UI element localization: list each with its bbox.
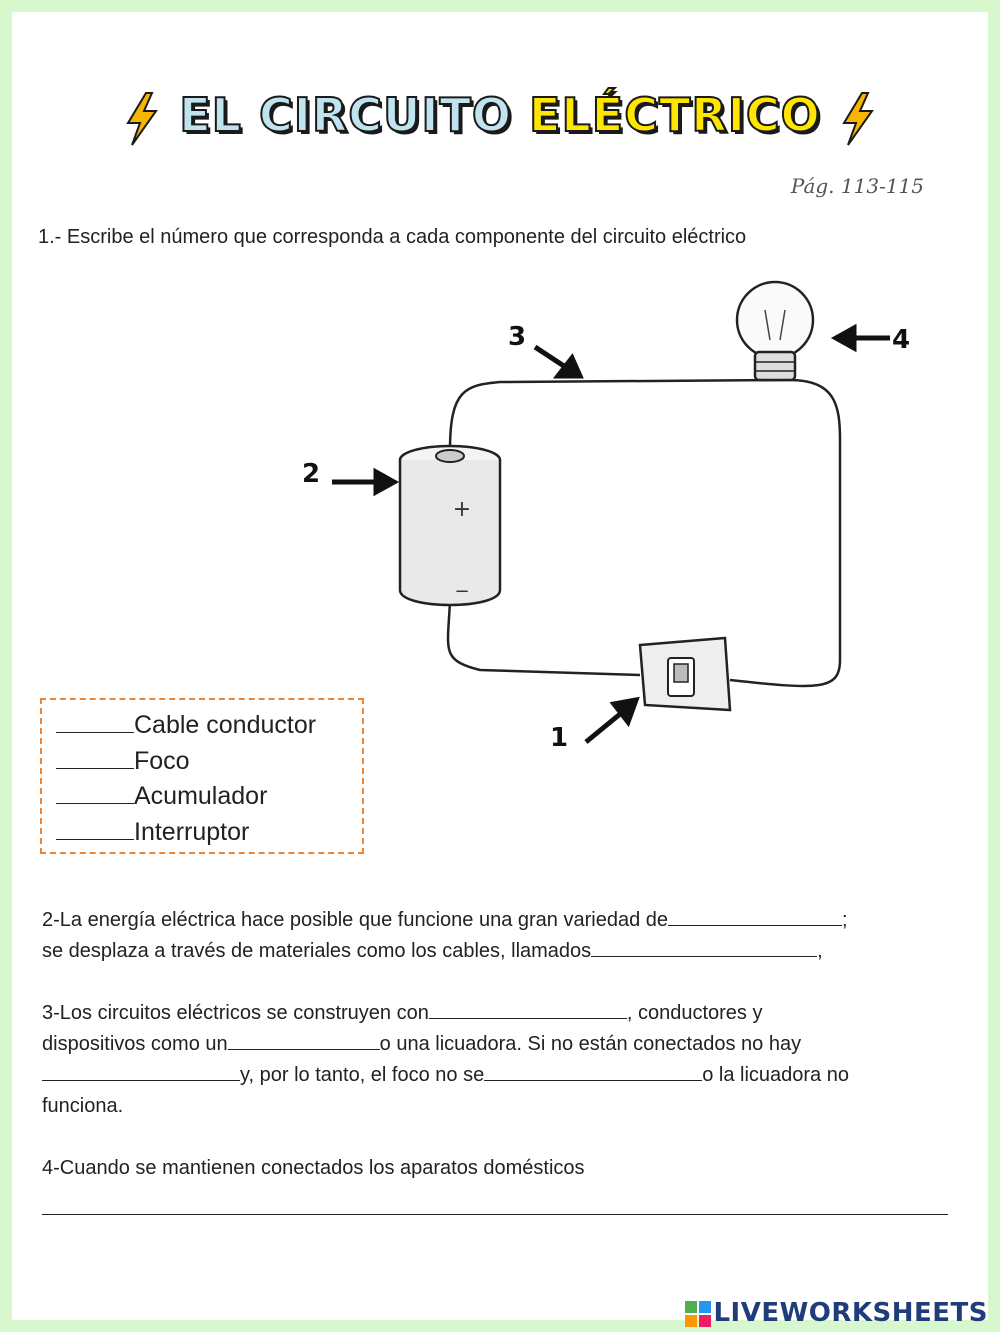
answer-blank[interactable] — [42, 1060, 240, 1081]
word-box-item: Cable conductor — [56, 708, 362, 744]
light-bulb-icon — [737, 282, 813, 380]
answer-blank[interactable] — [56, 781, 134, 804]
diagram-label-3: 3 — [508, 322, 527, 352]
liveworksheets-logo-icon — [685, 1301, 711, 1327]
word-box-item: Interruptor — [56, 815, 362, 851]
svg-text:−: − — [454, 581, 470, 602]
answer-blank[interactable] — [668, 905, 842, 926]
component-word-box — [40, 698, 364, 854]
answer-blank[interactable] — [56, 746, 134, 769]
answer-blank[interactable] — [56, 817, 134, 840]
question-2: 2-La energía eléctrica hace posible que funcione una gran variedad de ; se desplaza a través de materiales como los cables, llamados , — [42, 905, 954, 967]
word-box-item: Foco — [56, 744, 362, 780]
circuit-diagram — [290, 270, 930, 770]
svg-text:+: + — [452, 497, 472, 522]
lightning-bolt-icon — [838, 91, 878, 147]
answer-blank[interactable] — [484, 1060, 702, 1081]
battery-icon — [400, 446, 500, 605]
diagram-label-4: 4 — [892, 325, 911, 355]
cable-wire — [450, 380, 840, 686]
diagram-label-1: 1 — [550, 723, 569, 753]
diagram-label-2: 2 — [302, 459, 321, 489]
question-1-text: 1.- Escribe el número que corresponda a cada componente del circuito eléctrico — [38, 226, 747, 248]
answer-blank[interactable] — [591, 936, 817, 957]
answer-blank[interactable] — [429, 998, 627, 1019]
cable-wire — [448, 600, 640, 675]
title-part-1: EL CIRCUITO — [179, 88, 530, 142]
title-part-2: ELÉCTRICO — [529, 88, 821, 142]
page-title — [0, 88, 1000, 147]
question-3: 3-Los circuitos eléctricos se construyen con , conductores y dispositivos como un o una licuadora. Si no están conectados no hay y, por lo tanto, el foco no se o la licuadora no funciona. — [42, 998, 954, 1122]
switch-icon — [640, 638, 730, 710]
page-reference: Pág. 113-115 — [790, 174, 924, 198]
answer-blank[interactable] — [228, 1029, 380, 1050]
brand-logo: LIVEWORKSHEETS — [685, 1298, 988, 1328]
word-box-item: Acumulador — [56, 779, 362, 815]
answer-line[interactable] — [42, 1214, 948, 1215]
answer-blank[interactable] — [56, 710, 134, 733]
question-4: 4-Cuando se mantienen conectados los aparatos domésticos — [42, 1157, 585, 1179]
lightning-bolt-icon — [122, 91, 162, 147]
